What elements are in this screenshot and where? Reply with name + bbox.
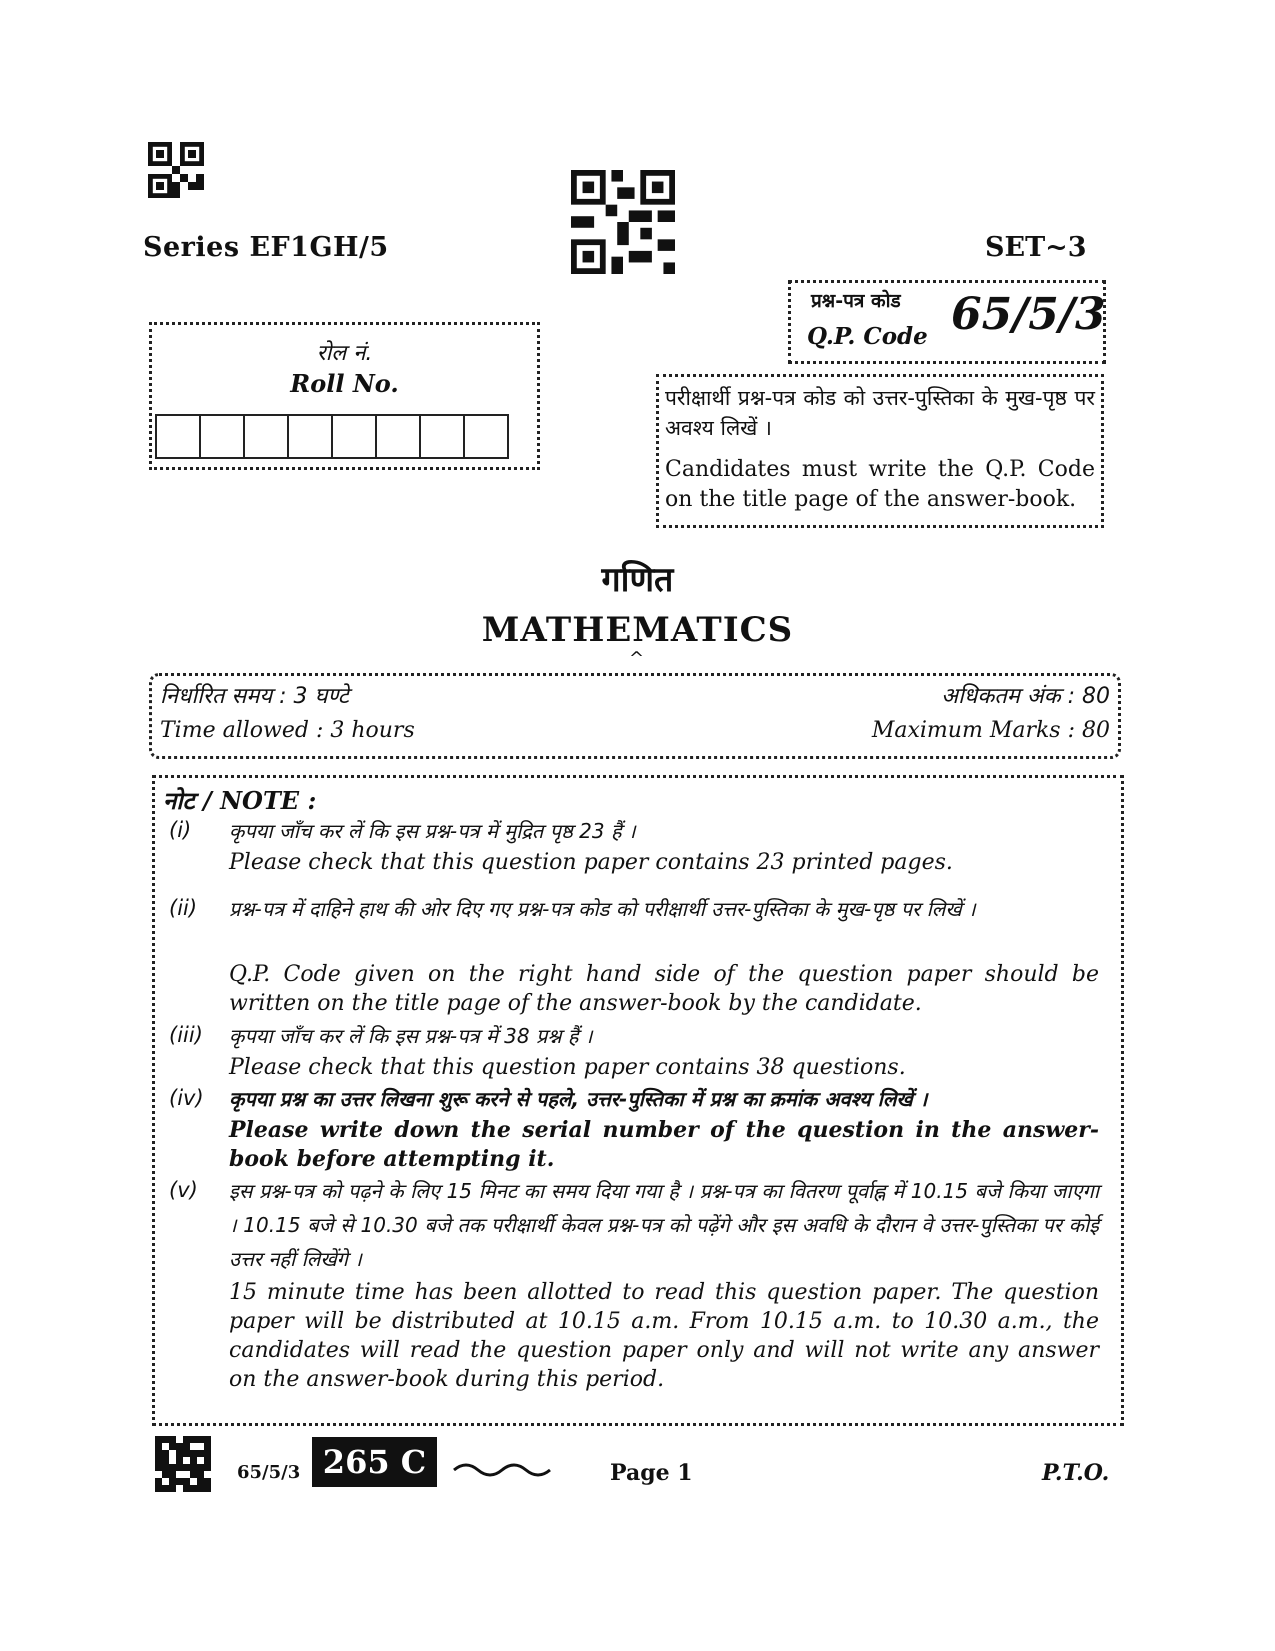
note-item-english: 15 minute time has been allotted to read this question paper. The question paper will be distributed at 10.15 a.m. From 10.15 a.m. to 10.30 a.m., the candidates will read the question paper only and will not write any answer on the answer-book during this period. xyxy=(229,1280,1099,1392)
note-item-english: Please write down the serial number of the question in the answer-book before attempting it. xyxy=(229,1117,1099,1172)
roll-number-cell[interactable] xyxy=(243,414,289,459)
maximum-marks-hindi: अधिकतम अंक : 80 xyxy=(941,684,1110,709)
roll-number-cell[interactable] xyxy=(463,414,509,459)
time-marks-box xyxy=(149,673,1121,759)
data-matrix-code-icon xyxy=(155,1436,211,1492)
qp-code-value: 65/5/3 xyxy=(951,289,1106,340)
roll-number-cell[interactable] xyxy=(199,414,245,459)
qp-code-label-hindi: प्रश्न-पत्र कोड xyxy=(811,290,901,312)
roll-number-cell[interactable] xyxy=(155,414,201,459)
note-item-hindi: प्रश्न-पत्र में दाहिने हाथ की ओर दिए गए प्रश्न-पत्र कोड को परीक्षार्थी उत्तर-पुस्तिका के मुख-पृष्ठ पर लिखें । xyxy=(229,897,976,921)
roll-number-box xyxy=(149,322,540,470)
roll-number-cell[interactable] xyxy=(331,414,377,459)
note-item-english: Q.P. Code given on the right hand side of the question paper should be written on the title page of the answer-book by the candidate. xyxy=(229,962,1099,1016)
time-allowed-hindi: निर्धारित समय : 3 घण्टे xyxy=(160,684,349,709)
note-item-hindi: इस प्रश्न-पत्र को पढ़ने के लिए 15 मिनट का समय दिया गया है । प्रश्न-पत्र का वितरण पूर्वाह्न में 10.15 बजे किया जाएगा । 10.15 बजे से 10.30 बजे तक परीक्षार्थी केवल प्रश्न-पत्र को पढ़ेंगे और इस अवधि के दौरान वे उत्तर-पुस्तिका पर कोई उत्तर नहीं लिखेंगे । xyxy=(229,1179,1099,1271)
note-item-english: Please check that this question paper contains 38 questions. xyxy=(229,1055,906,1080)
note-item-hindi: कृपया जाँच कर लें कि इस प्रश्न-पत्र में 38 प्रश्न हैं । xyxy=(229,1024,593,1048)
roll-label-hindi: रोल नं. xyxy=(316,341,373,366)
caret-mark: ^ xyxy=(629,648,645,669)
qp-code-label: Q.P. Code xyxy=(807,323,928,350)
instruction-box xyxy=(656,374,1104,528)
roll-number-cells xyxy=(155,414,507,459)
maximum-marks: Maximum Marks : 80 xyxy=(871,718,1110,743)
footer-code-box: 265 C xyxy=(312,1437,437,1487)
time-allowed: Time allowed : 3 hours xyxy=(160,718,415,743)
note-box xyxy=(152,775,1124,1426)
note-item-number: (v) xyxy=(169,1178,198,1202)
page-number: Page 1 xyxy=(610,1460,693,1486)
note-item-number: (ii) xyxy=(169,896,198,920)
subject-title: MATHEMATICS xyxy=(481,610,794,650)
instruction-hindi: परीक्षार्थी प्रश्न-पत्र कोड को उत्तर-पुस्तिका के मुख-पृष्ठ पर अवश्य लिखें । xyxy=(665,386,1095,440)
roll-number-cell[interactable] xyxy=(375,414,421,459)
qr-code-center-icon xyxy=(571,170,675,274)
note-item-english: Please check that this question paper contains 23 printed pages. xyxy=(229,850,953,875)
roll-number-cell[interactable] xyxy=(287,414,333,459)
subject-title-hindi: गणित xyxy=(601,560,674,600)
wave-mark-icon xyxy=(452,1458,552,1478)
instruction-english: Candidates must write the Q.P. Code on the title page of the answer-book. xyxy=(665,457,1095,512)
footer-qp-code: 65/5/3 xyxy=(237,1462,301,1483)
roll-number-cell[interactable] xyxy=(419,414,465,459)
set-label: SET~3 xyxy=(985,232,1087,263)
qp-code-box xyxy=(788,280,1106,364)
note-item-number: (i) xyxy=(169,818,192,842)
note-item-number: (iv) xyxy=(169,1086,204,1110)
roll-label: Roll No. xyxy=(290,369,399,398)
series-label: Series EF1GH/5 xyxy=(143,232,389,263)
qr-code-small-icon xyxy=(148,142,204,198)
note-item-hindi: कृपया जाँच कर लें कि इस प्रश्न-पत्र में मुद्रित पृष्ठ 23 हैं । xyxy=(229,819,636,843)
note-item-hindi: कृपया प्रश्न का उत्तर लिखना शुरू करने से पहले, उत्तर-पुस्तिका में प्रश्न का क्रमांक अवश्य लिखें । xyxy=(229,1087,928,1111)
please-turn-over: P.T.O. xyxy=(1042,1460,1110,1486)
note-item-number: (iii) xyxy=(169,1023,203,1047)
note-heading: नोट / NOTE : xyxy=(163,786,317,815)
